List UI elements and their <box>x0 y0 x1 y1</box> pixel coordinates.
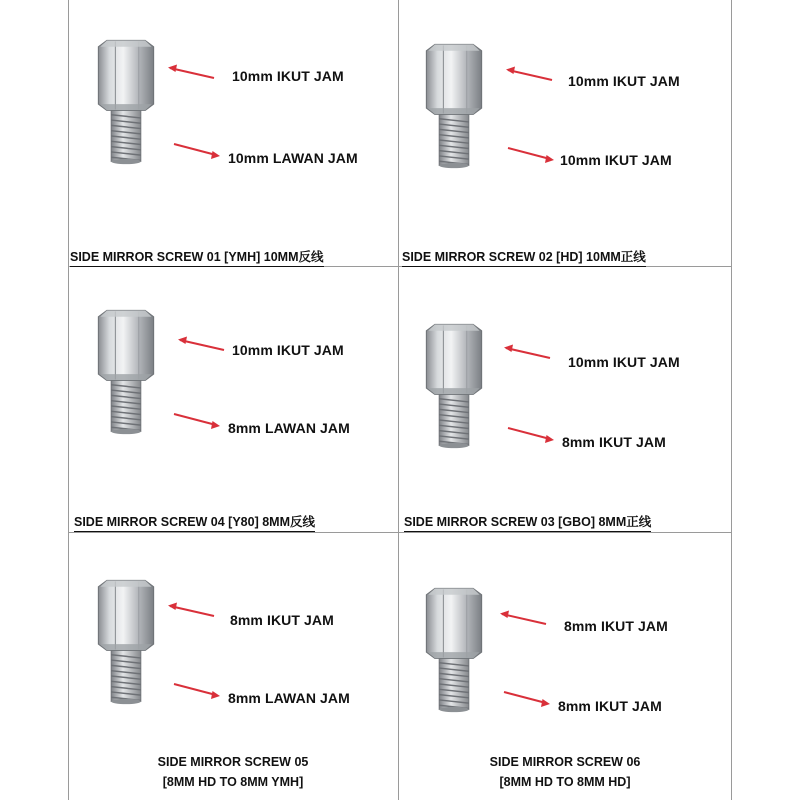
red-arrow-icon <box>166 600 216 620</box>
grid-divider-row2 <box>68 532 732 533</box>
red-arrow-icon <box>506 144 556 164</box>
bottom-thread-label: 8mm IKUT JAM <box>562 434 666 450</box>
bottom-thread-label: 8mm IKUT JAM <box>558 698 662 714</box>
top-thread-label: 10mm IKUT JAM <box>232 342 344 358</box>
caption-line-1: SIDE MIRROR SCREW 05 <box>157 755 309 769</box>
screw-caption <box>68 752 398 792</box>
caption-line-1: SIDE MIRROR SCREW 06 <box>489 755 641 769</box>
screw-caption <box>400 752 730 792</box>
screw-caption: SIDE MIRROR SCREW 04 [Y80] 8MM反线 <box>74 512 315 532</box>
red-arrow-icon <box>172 140 222 160</box>
top-thread-label: 8mm IKUT JAM <box>230 612 334 628</box>
red-arrow-icon <box>172 410 222 430</box>
screw-caption: SIDE MIRROR SCREW 03 [GBO] 8MM正线 <box>404 512 651 532</box>
red-arrow-icon <box>176 334 226 354</box>
hex-screw-adapter-icon <box>420 322 488 450</box>
bottom-thread-label: 8mm LAWAN JAM <box>228 690 350 706</box>
top-thread-label: 8mm IKUT JAM <box>564 618 668 634</box>
grid-divider-vertical <box>398 0 399 800</box>
hex-screw-adapter-icon <box>92 578 160 706</box>
red-arrow-icon <box>172 680 222 700</box>
top-thread-label: 10mm IKUT JAM <box>232 68 344 84</box>
red-arrow-icon <box>504 64 554 84</box>
red-arrow-icon <box>502 688 552 708</box>
bottom-thread-label: 10mm IKUT JAM <box>560 152 672 168</box>
screw-caption: SIDE MIRROR SCREW 01 [YMH] 10MM反线 <box>70 247 324 267</box>
hex-screw-adapter-icon <box>92 308 160 436</box>
red-arrow-icon <box>498 608 548 628</box>
bottom-thread-label: 8mm LAWAN JAM <box>228 420 350 436</box>
red-arrow-icon <box>166 62 216 82</box>
caption-line-2: [8MM HD TO 8MM YMH] <box>162 775 304 789</box>
top-thread-label: 10mm IKUT JAM <box>568 73 680 89</box>
red-arrow-icon <box>502 342 552 362</box>
hex-screw-adapter-icon <box>92 38 160 166</box>
caption-line-2: [8MM HD TO 8MM HD] <box>499 775 631 789</box>
red-arrow-icon <box>506 424 556 444</box>
hex-screw-adapter-icon <box>420 42 488 170</box>
grid-frame <box>68 0 732 800</box>
top-thread-label: 10mm IKUT JAM <box>568 354 680 370</box>
screw-caption: SIDE MIRROR SCREW 02 [HD] 10MM正线 <box>402 247 646 267</box>
hex-screw-adapter-icon <box>420 586 488 714</box>
bottom-thread-label: 10mm LAWAN JAM <box>228 150 358 166</box>
